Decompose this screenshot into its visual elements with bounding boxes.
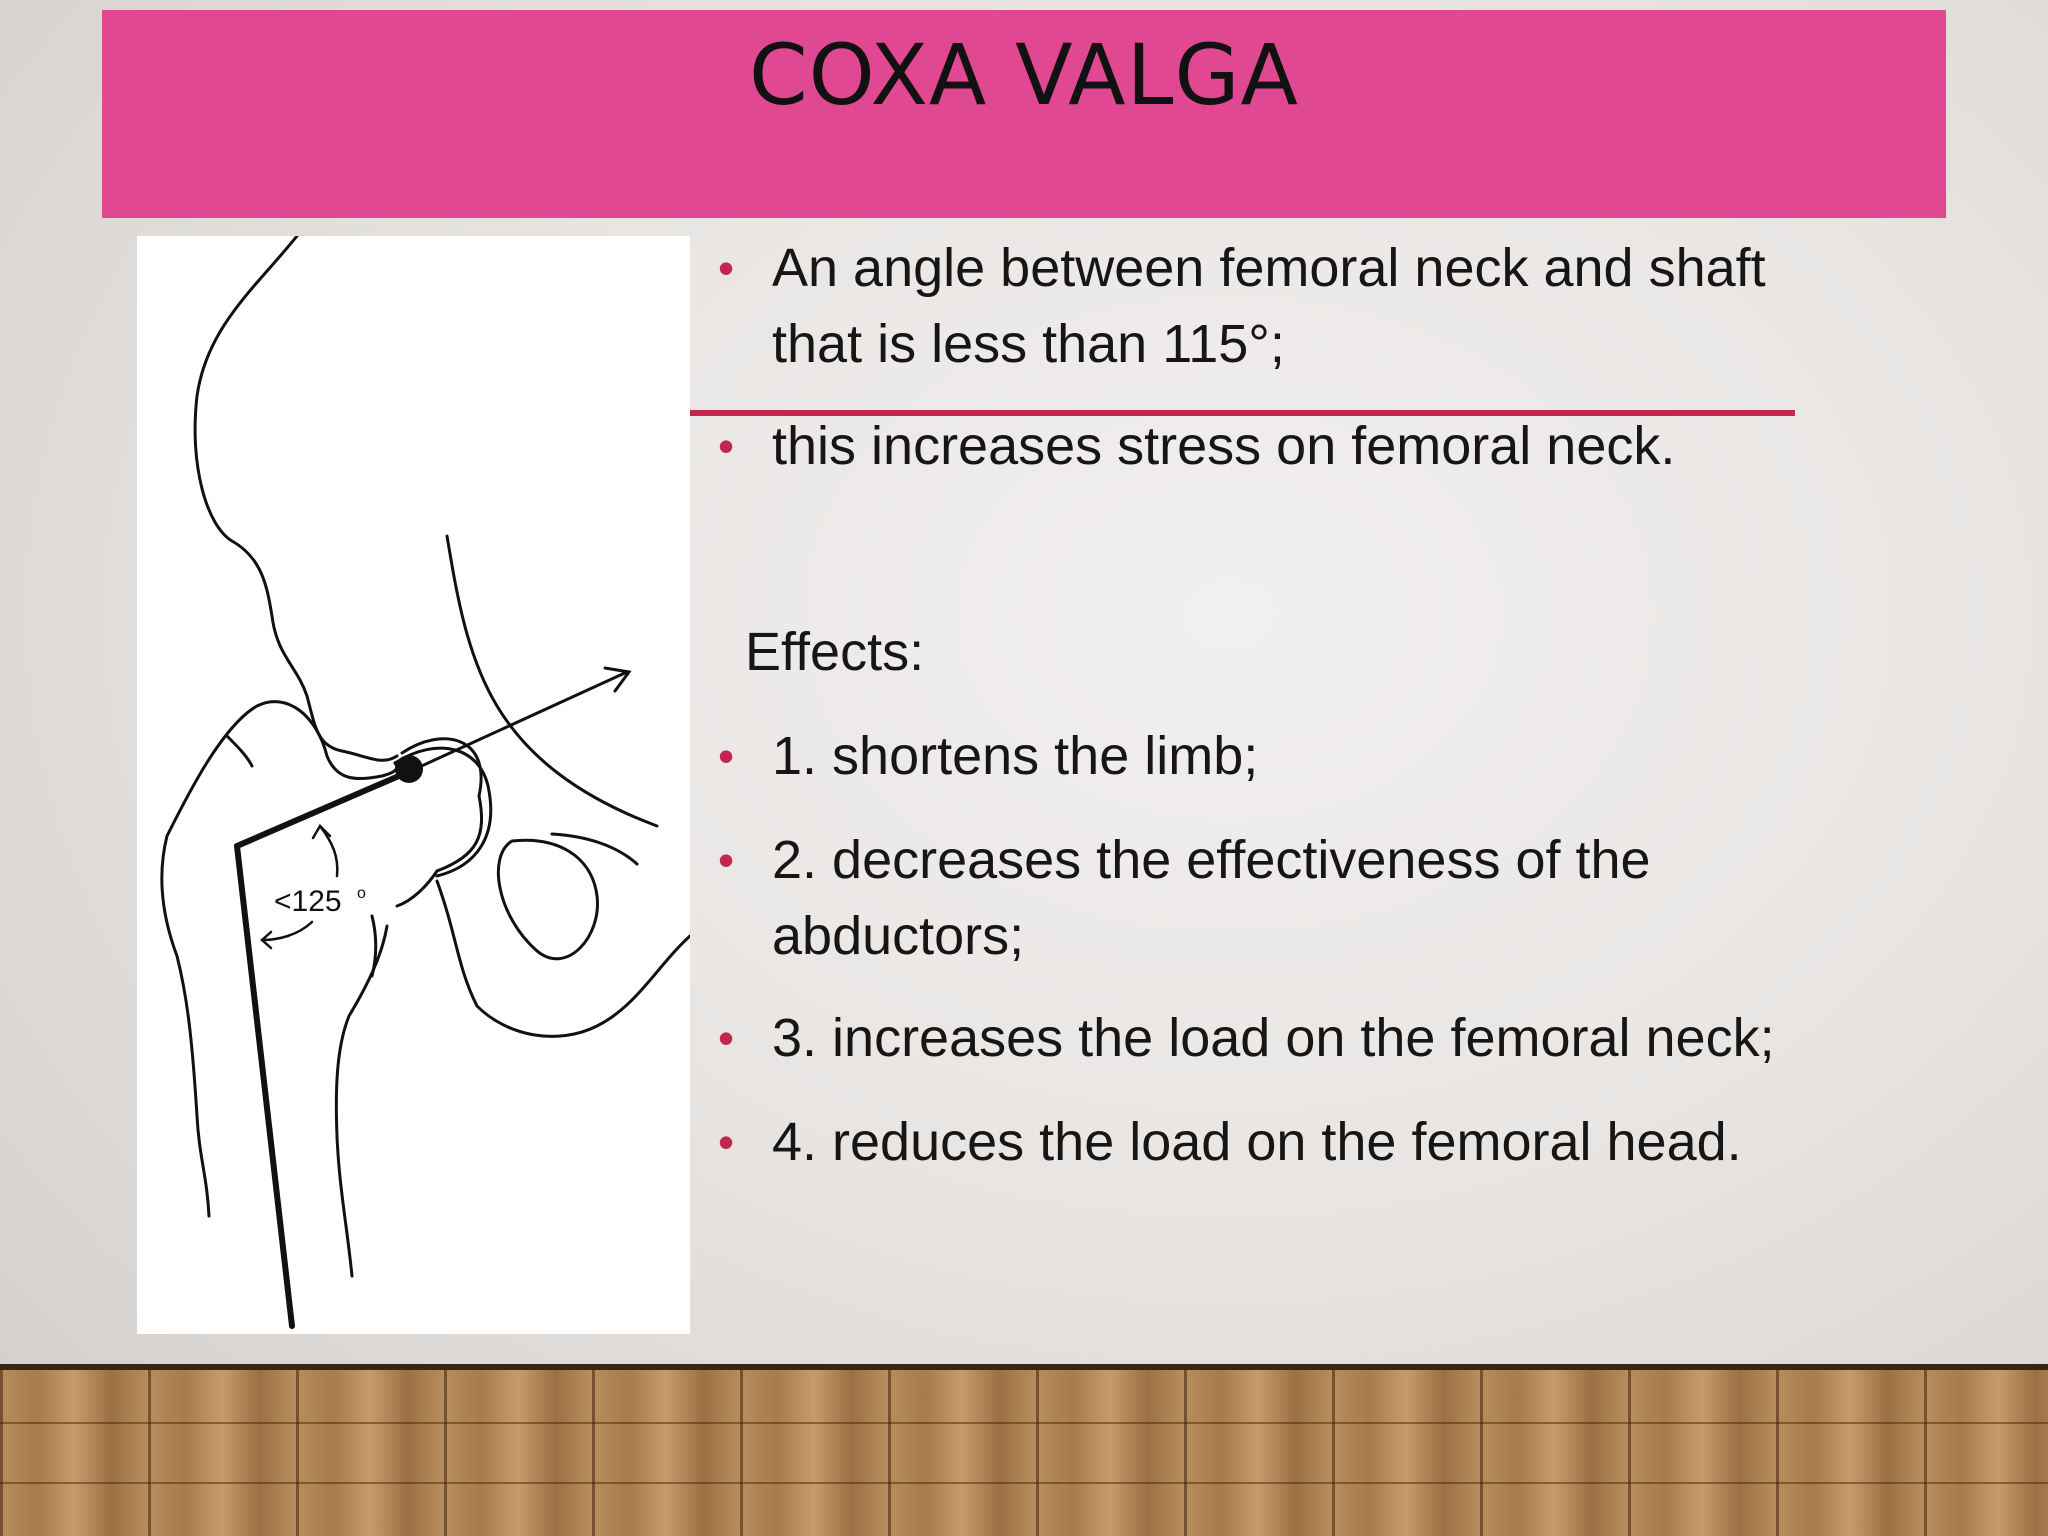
effect-item-4 xyxy=(718,1104,1868,1180)
femur-illustration xyxy=(137,236,690,1334)
effect-text: 2. decreases the effectiveness of the abductors; xyxy=(772,830,1651,966)
effect-item-1 xyxy=(718,718,1868,794)
effect-text: 4. reduces the load on the femoral head. xyxy=(772,1112,1742,1172)
lesser-trochanter xyxy=(336,926,387,1276)
acetabulum-arc xyxy=(447,536,657,826)
bullet-dot: • xyxy=(718,242,735,294)
slide-title: COXA VALGA xyxy=(748,26,1299,124)
bullet-stress xyxy=(718,408,1868,484)
floor-seam xyxy=(0,1482,2048,1484)
title-band xyxy=(102,10,1946,218)
bullet-dot: • xyxy=(718,1116,735,1168)
effect-item-3 xyxy=(718,1000,1868,1076)
bullet-dot: • xyxy=(718,1012,735,1064)
wood-floor-background xyxy=(0,1364,2048,1536)
effect-text: 3. increases the load on the femoral neck; xyxy=(772,1008,1775,1068)
bullet-dot: • xyxy=(718,730,735,782)
floor-seam xyxy=(0,1422,2048,1424)
bullet-text: this increases stress on femoral neck. xyxy=(772,416,1676,476)
bullet-text: An angle between femoral neck and shaft that is less than 115°; xyxy=(772,238,1766,374)
obturator-foramen xyxy=(498,840,597,959)
bullet-angle-definition xyxy=(718,230,1868,382)
axis-arrow-line xyxy=(415,672,627,769)
femoral-head-center-dot xyxy=(395,755,423,783)
angle-label: <125 xyxy=(274,885,342,918)
hip-joint-diagram xyxy=(137,236,690,1334)
effects-heading: Effects: xyxy=(745,622,925,682)
effect-text: 1. shortens the limb; xyxy=(772,726,1259,786)
bullet-dot: • xyxy=(718,834,735,886)
shaft-axis-line xyxy=(237,846,292,1326)
pelvis-outline xyxy=(195,236,397,760)
effect-item-2 xyxy=(718,822,1868,974)
greater-trochanter xyxy=(162,702,327,1216)
angle-arrow-lower xyxy=(262,922,312,940)
bullet-dot: • xyxy=(718,420,735,472)
angle-degree-mark: o xyxy=(357,885,366,902)
